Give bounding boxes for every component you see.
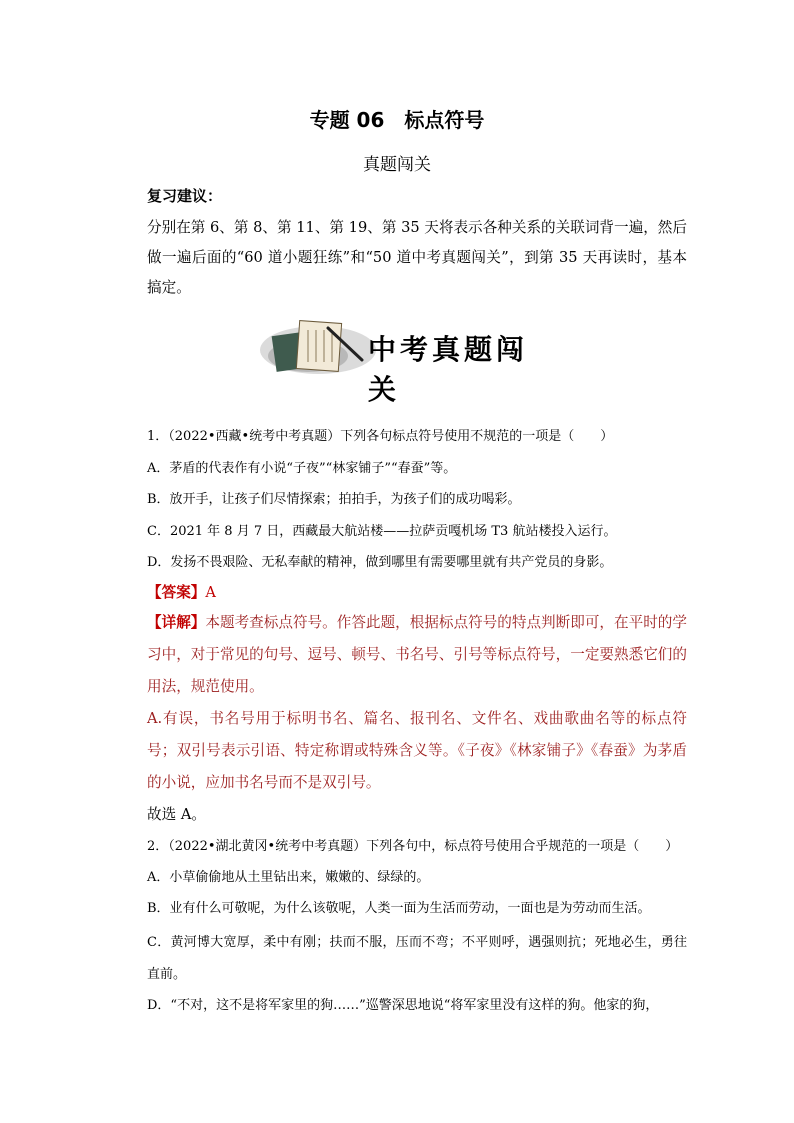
question-2-option-d: D．“不对，这不是将军家里的狗……”巡警深思地说“将军家里没有这样的狗。他家的狗， — [147, 998, 659, 1013]
detail-text: 本题考查标点符号。作答此题，根据标点符号的特点判断即可，在平时的学习中，对于常见的句号、逗号、顿号、书名号、引号等标点符号，一定要熟悉它们的用法，规范使用。 — [147, 614, 687, 695]
question-1-option-d: D．发扬不畏艰险、无私奉献的精神，做到哪里有需要哪里就有共产党员的身影。 — [147, 555, 613, 570]
question-2-option-a: A．小草偷偷地从土里钻出来，嫩嫩的、绿绿的。 — [147, 870, 430, 885]
question-1-option-b: B．放开手，让孩子们尽情探索；拍拍手，为孩子们的成功喝彩。 — [147, 492, 521, 507]
detail-paragraph — [147, 607, 687, 703]
question-2-option-c: C．黄河博大宽厚，柔中有刚；扶而不服，压而不弯；不平则呼，遇强则抗；死地必生，勇往直前。 — [147, 935, 687, 982]
page-title: 专题 06 标点符号 — [309, 108, 485, 132]
question-1-option-c: C．2021 年 8 月 7 日，西藏最大航站楼——拉萨贡嘎机场 T3 航站楼投入运行。 — [147, 524, 617, 539]
answer-tag: 【答案】 — [147, 584, 206, 601]
question-1 — [147, 425, 687, 575]
answer-value: A — [205, 584, 216, 601]
question-2 — [147, 835, 687, 1015]
question-1-option-a: A．茅盾的代表作有小说“子夜”“林家铺子”“春蚕”等。 — [147, 461, 457, 476]
analysis-paragraph: A.有误，书名号用于标明书名、篇名、报刊名、文件名、戏曲歌曲名等的标点符号；双引号表示引语、特定称谓或特殊含义等。《子夜》《林家铺子》《春蚕》为茅盾的小说，应加书名号而不是双引号。 — [147, 710, 687, 791]
review-body: 分别在第 6、第 8、第 11、第 19、第 35 天将表示各种关系的关联词背一遍，然后做一遍后面的“60 道小题狂练”和“50 道中考真题闯关”，到第 35 天再读时，基本搞定。 — [147, 219, 687, 296]
answer-line — [147, 581, 687, 602]
banner-title: 中考真题闯关 — [368, 333, 529, 406]
section-banner — [258, 316, 548, 406]
question-1-stem: 1．（2022•西藏•统考中考真题）下列各句标点符号使用不规范的一项是（ ） — [147, 429, 614, 444]
question-2-option-b: B．业有什么可敬呢，为什么该敬呢，人类一面为生活而劳动，一面也是为劳动而生活。 — [147, 901, 651, 916]
question-2-stem: 2．（2022•湖北黄冈•统考中考真题）下列各句中，标点符号使用合乎规范的一项是（ ） — [147, 839, 679, 854]
conclusion: 故选 A。 — [147, 806, 206, 823]
review-heading: 复习建议： — [147, 187, 223, 205]
detail-tag: 【详解】 — [147, 614, 206, 631]
page-subtitle: 真题闯关 — [363, 155, 431, 175]
